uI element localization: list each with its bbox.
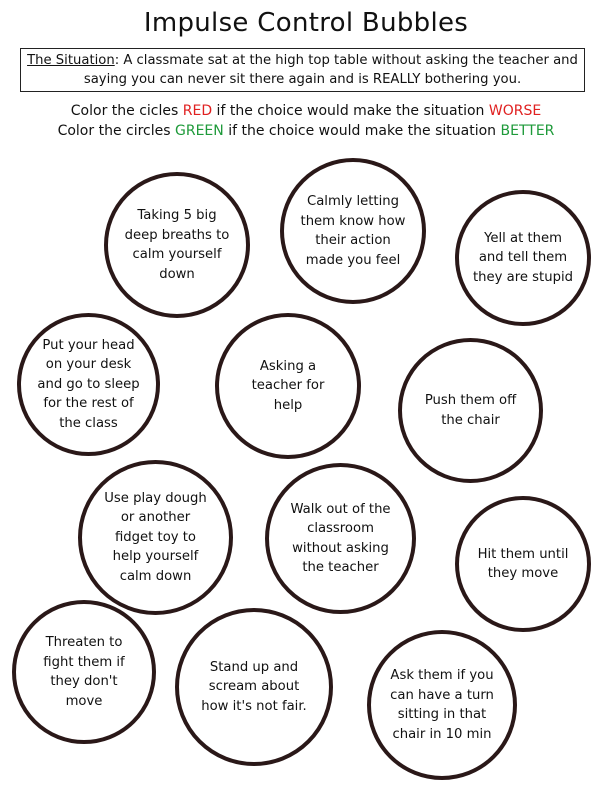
bubble-text: Hit them until they move (477, 546, 569, 581)
instruction-green-color: GREEN (175, 123, 224, 139)
bubble-play-dough[interactable] (78, 460, 233, 615)
instruction-red-effect: WORSE (488, 103, 542, 119)
situation-text: : A classmate sat at the high top table without asking the teacher and saying you can never sit there again and is REALLY bothering you. (83, 53, 578, 87)
bubble-deep-breaths[interactable] (104, 172, 250, 318)
bubble-threaten[interactable] (12, 600, 156, 744)
bubble-yell[interactable] (455, 190, 591, 326)
bubble-text: Yell at them and tell them they are stupid (473, 230, 573, 285)
instruction-green-effect: BETTER (500, 123, 555, 139)
bubble-text: Threaten to fight them if they don't move (43, 635, 125, 709)
instruction-green (0, 123, 612, 139)
bubble-scream[interactable] (175, 608, 333, 766)
instruction-red (0, 103, 612, 119)
bubble-calmly-letting[interactable] (280, 158, 426, 304)
bubble-text: Put your head on your desk and go to sleep for the rest of the class (37, 337, 140, 431)
bubble-text: Asking a teacher for help (251, 358, 325, 413)
bubble-walk-out[interactable] (265, 463, 416, 614)
instruction-red-color: RED (182, 103, 213, 119)
bubble-text: Use play dough or another fidget toy to help yourself calm down (104, 490, 207, 584)
instruction-green-pre: Color the circles (57, 123, 175, 139)
instruction-red-pre: Color the cicles (70, 103, 183, 119)
bubble-head-on-desk[interactable] (17, 313, 160, 456)
bubble-ask-turn[interactable] (367, 630, 517, 780)
bubble-hit[interactable] (455, 496, 591, 632)
situation-box (20, 48, 585, 92)
instruction-green-mid: if the choice would make the situation (223, 123, 501, 139)
instruction-red-mid: if the choice would make the situation (212, 103, 489, 119)
bubble-text: Taking 5 big deep breaths to calm yourself down (124, 208, 230, 282)
bubble-text: Ask them if you can have a turn sitting in that chair in 10 min (390, 668, 494, 742)
page-title: Impulse Control Bubbles (143, 8, 469, 38)
situation-label: The Situation (27, 53, 115, 68)
bubble-text: Walk out of the classroom without asking the teacher (290, 501, 391, 575)
bubble-ask-teacher[interactable] (215, 313, 361, 459)
bubble-text: Calmly letting them know how their action made you feel (300, 194, 406, 268)
bubble-text: Stand up and scream about how it's not fair. (201, 659, 307, 714)
bubble-text: Push them off the chair (424, 393, 517, 428)
bubble-push[interactable] (398, 338, 543, 483)
